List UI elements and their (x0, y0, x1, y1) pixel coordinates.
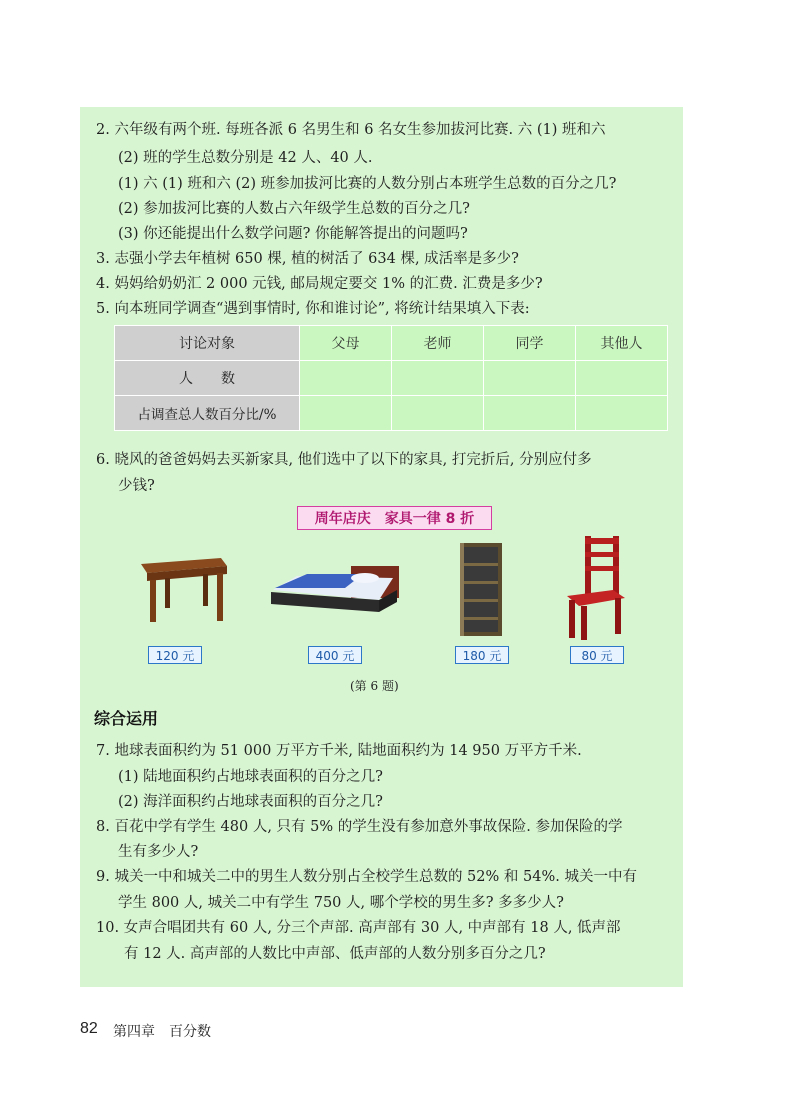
q9-line1: 9. 城关一中和城关二中的男生人数分别占全校学生总数的 52% 和 54%. 城关一中有 (96, 869, 637, 885)
table-col-others: 其他人 (576, 326, 668, 361)
survey-table (114, 325, 668, 431)
q9-line2: 学生 800 人, 城关二中有学生 750 人, 哪个学校的男生多? 多多少人? (118, 895, 564, 911)
q5-text: 5. 向本班同学调查“遇到事情时, 你和谁讨论”, 将统计结果填入下表: (96, 301, 530, 317)
q10-line2: 有 12 人. 高声部的人数比中声部、低声部的人数分别多百分之几? (124, 946, 546, 962)
table-row-count-label: 人 数 (115, 361, 300, 396)
chair-illustration (563, 534, 629, 642)
q2-sub3: (3) 你还能提出什么数学问题? 你能解答提出的问题吗? (118, 226, 468, 242)
q7-line1: 7. 地球表面积约为 51 000 万平方千米, 陆地面积约为 14 950 万平方千米. (96, 743, 582, 759)
price-tag-table: 120 元 (148, 646, 202, 664)
q2-line1: 2. 六年级有两个班. 每班各派 6 名男生和 6 名女生参加拔河比赛. 六 (1) 班和六 (96, 122, 606, 138)
table-cell[interactable] (576, 361, 668, 396)
price-tag-bookshelf: 180 元 (455, 646, 509, 664)
q2-sub1: (1) 六 (1) 班和六 (2) 班参加拔河比赛的人数分别占本班学生总数的百分之几? (118, 176, 617, 192)
q4-text: 4. 妈妈给奶奶汇 2 000 元钱, 邮局规定要交 1% 的汇费. 汇费是多少? (96, 276, 543, 292)
q7-sub1: (1) 陆地面积约占地球表面积的百分之几? (118, 769, 383, 785)
table-header-label: 讨论对象 (115, 326, 300, 361)
promo-banner: 周年店庆 家具一律 8 折 (297, 506, 492, 530)
q7-sub2: (2) 海洋面积约占地球表面积的百分之几? (118, 794, 383, 810)
table-row-percent-label: 占调查总人数百分比/% (115, 396, 300, 431)
table-row (115, 326, 668, 361)
bed-illustration (267, 560, 403, 618)
section-heading: 综合运用 (94, 709, 159, 728)
q6-line1: 6. 晓风的爸爸妈妈去买新家具, 他们选中了以下的家具, 打完折后, 分别应付多 (96, 452, 592, 468)
figure-caption: (第 6 题) (350, 679, 399, 693)
table-illustration (137, 556, 229, 624)
table-row (115, 396, 668, 431)
q2-sub2: (2) 参加拔河比赛的人数占六年级学生总数的百分之几? (118, 201, 470, 217)
table-col-teacher: 老师 (392, 326, 484, 361)
chapter-title: 第四章 百分数 (113, 1024, 211, 1040)
price-tag-bed: 400 元 (308, 646, 362, 664)
table-cell[interactable] (576, 396, 668, 431)
table-cell[interactable] (484, 396, 576, 431)
table-cell[interactable] (300, 396, 392, 431)
table-cell[interactable] (484, 361, 576, 396)
q8-line2: 生有多少人? (118, 844, 199, 860)
page-number: 82 (80, 1020, 98, 1037)
table-col-parents: 父母 (300, 326, 392, 361)
q8-line1: 8. 百花中学有学生 480 人, 只有 5% 的学生没有参加意外事故保险. 参加保险的学 (96, 819, 623, 835)
table-cell[interactable] (300, 361, 392, 396)
q10-line1: 10. 女声合唱团共有 60 人, 分三个声部. 高声部有 30 人, 中声部有 18 人, 低声部 (96, 920, 621, 936)
table-cell[interactable] (392, 396, 484, 431)
table-cell[interactable] (392, 361, 484, 396)
bookshelf-illustration (458, 541, 504, 638)
table-row (115, 361, 668, 396)
q2-line2: (2) 班的学生总数分别是 42 人、40 人. (118, 150, 373, 166)
q6-line2: 少钱? (118, 478, 155, 494)
price-tag-chair: 80 元 (570, 646, 624, 664)
q3-text: 3. 志强小学去年植树 650 棵, 植的树活了 634 棵, 成活率是多少? (96, 251, 519, 267)
table-col-classmate: 同学 (484, 326, 576, 361)
